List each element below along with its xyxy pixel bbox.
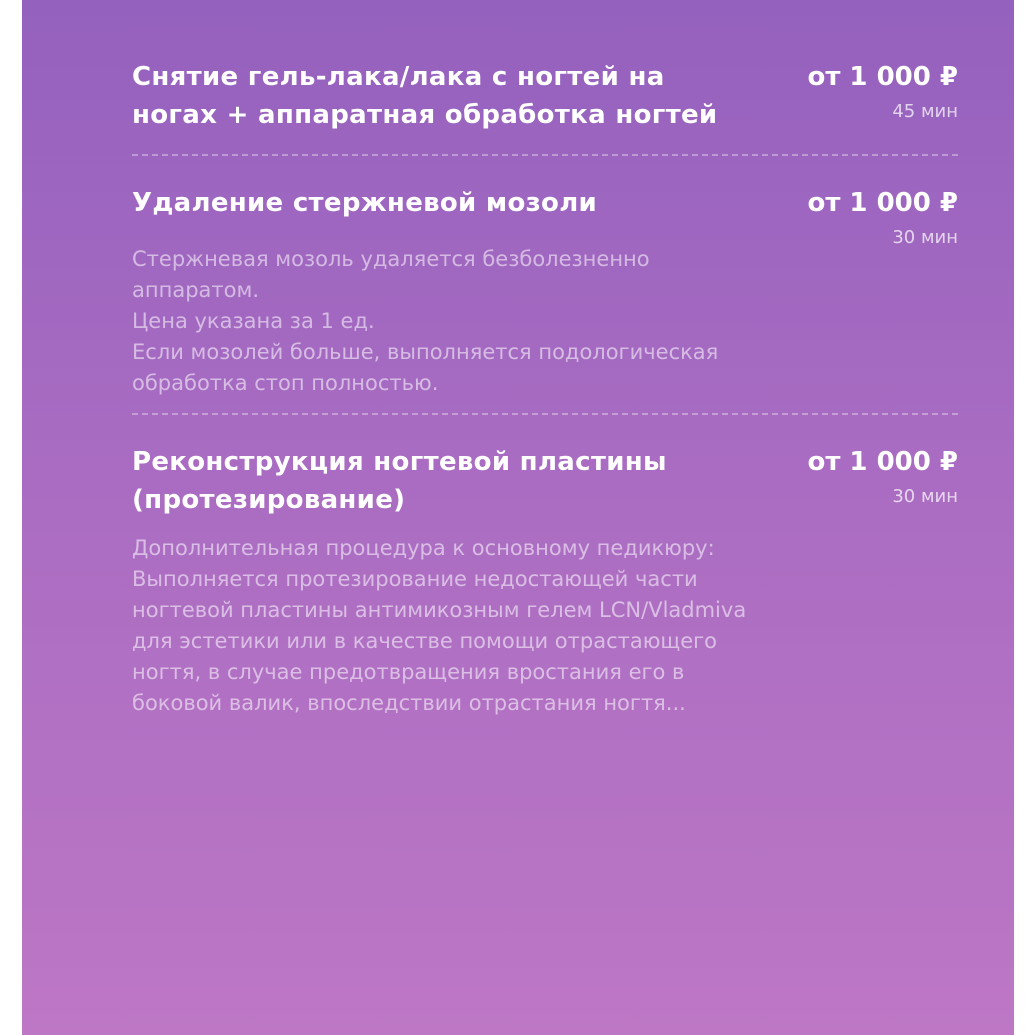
service-title: Удаление стержневой мозоли <box>132 188 598 218</box>
service-title: Реконструкция ногтевой пластины (протезирование) <box>132 447 667 515</box>
service-price: от 1 000 ₽ <box>807 447 958 477</box>
service-duration: 45 мин <box>892 101 958 122</box>
service-item[interactable] <box>132 443 958 719</box>
service-title: Снятие гель-лака/лака с ногтей на ногах + аппаратная обработка ногтей <box>132 62 718 130</box>
service-header <box>132 184 958 250</box>
dashed-divider <box>132 413 958 415</box>
dashed-divider <box>132 154 958 156</box>
service-item[interactable] <box>132 58 958 150</box>
service-header <box>132 443 958 519</box>
service-price: от 1 000 ₽ <box>807 188 958 218</box>
service-header <box>132 58 958 134</box>
service-duration: 30 мин <box>892 227 958 248</box>
service-description: Дополнительная процедура к основному педикюру: Выполняется протезирование недостающей части ногтевой пластины антимикозным гелем LCN/Vladmiva для эстетики или в качестве помощи отрастающего ногтя, в случае предотвращения вростания его в боковой валик, впоследствии отрастания ногтя... <box>132 536 747 715</box>
service-price-block <box>758 58 958 124</box>
service-item[interactable] <box>132 184 958 399</box>
service-description: Стержневая мозоль удаляется безболезненно аппаратом. Цена указана за 1 ед. Если мозолей больше, выполняется подологическая обработка стоп полностью. <box>132 247 719 395</box>
service-list <box>132 58 958 719</box>
service-price: от 1 000 ₽ <box>807 62 958 92</box>
service-price-block <box>758 443 958 509</box>
service-price-block <box>758 184 958 250</box>
services-panel <box>22 0 1014 1035</box>
service-duration: 30 мин <box>892 486 958 507</box>
